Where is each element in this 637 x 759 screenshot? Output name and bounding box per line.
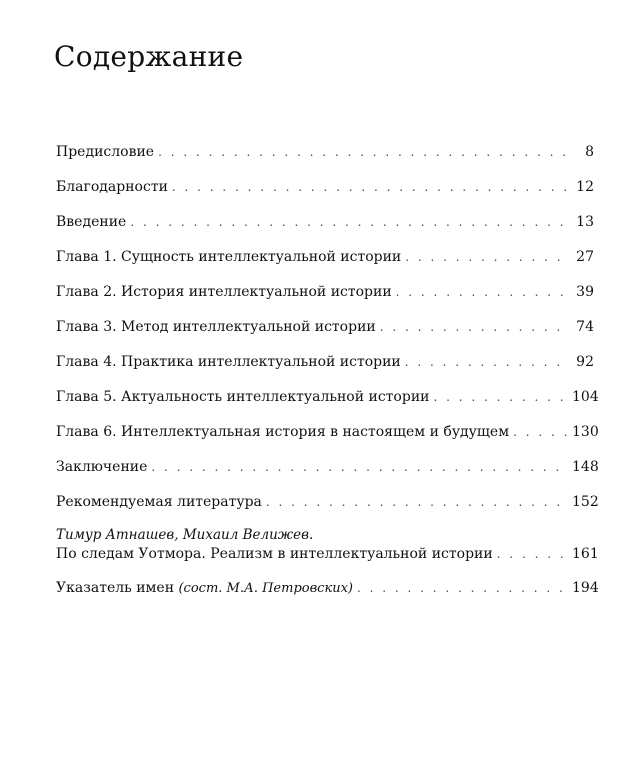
toc-entry-title: Глава 3. Метод интеллектуальной истории [56,319,376,335]
toc-entry-chapter-1[interactable] [56,246,594,281]
toc-page-number: 130 [572,424,599,440]
toc-entry-title: Заключение [56,459,148,475]
dot-leader [396,281,568,303]
toc-entry-introduction[interactable] [56,211,594,246]
toc-entry-essay[interactable] [56,526,599,564]
toc-entry-compiler: (сост. М.А. Петровских) [178,581,353,596]
toc-page-number: 74 [576,319,594,335]
toc-entry-title: Благодарности [56,179,168,195]
toc-entry-chapter-2[interactable] [56,281,594,316]
dot-leader [405,246,568,268]
table-of-contents [56,141,599,612]
dot-leader [433,386,568,408]
toc-entry-title-wrap [56,577,353,600]
toc-page-number: 8 [585,144,594,160]
toc-entry-title: Глава 1. Сущность интеллектуальной истории [56,249,402,265]
toc-entry-title: Указатель имен [56,580,175,596]
dot-leader [172,176,568,198]
toc-entry-title: Глава 5. Актуальность интеллектуальной истории [56,389,430,405]
dot-leader [405,351,568,373]
toc-entry-name-index[interactable] [56,577,599,612]
dot-leader [158,141,568,163]
toc-page-number: 194 [572,580,599,596]
dot-leader [266,491,568,513]
dot-leader [130,211,568,233]
toc-page-number: 161 [572,546,599,562]
toc-entry-title: Глава 4. Практика интеллектуальной истории [56,354,401,370]
toc-entry-title: Глава 6. Интеллектуальная история в настоящем и будущем [56,424,510,440]
toc-page-number: 13 [576,214,594,230]
dot-leader [357,577,568,599]
toc-entry-chapter-3[interactable] [56,316,594,351]
toc-entry-title: Введение [56,214,127,230]
toc-entry-title: Рекомендуемая литература [56,494,262,510]
toc-entry-acknowledgements[interactable] [56,176,594,211]
dot-leader [513,421,568,443]
toc-page-number: 148 [572,459,599,475]
toc-entry-recommended-reading[interactable] [56,491,599,526]
dot-leader [151,456,568,478]
dot-leader [497,545,568,564]
toc-entry-title: Предисловие [56,144,155,160]
toc-entry-title: Глава 2. История интеллектуальной истории [56,284,392,300]
toc-page-number: 39 [576,284,594,300]
toc-entry-title: По следам Уотмора. Реализм в интеллектуальной истории [56,546,493,562]
toc-entry-chapter-6[interactable] [56,421,599,456]
toc-entry-authors: Тимур Атнашев, Михаил Велижев. [56,527,314,543]
toc-entry-conclusion[interactable] [56,456,599,491]
toc-page-number: 104 [572,389,599,405]
toc-entry-preface[interactable] [56,141,594,176]
page-title: Содержание [54,40,244,73]
toc-page-number: 152 [572,494,599,510]
dot-leader [380,316,568,338]
toc-entry-chapter-4[interactable] [56,351,594,386]
toc-page-number: 27 [576,249,594,265]
toc-page-number: 92 [576,354,594,370]
toc-page-number: 12 [576,179,594,195]
toc-entry-chapter-5[interactable] [56,386,599,421]
